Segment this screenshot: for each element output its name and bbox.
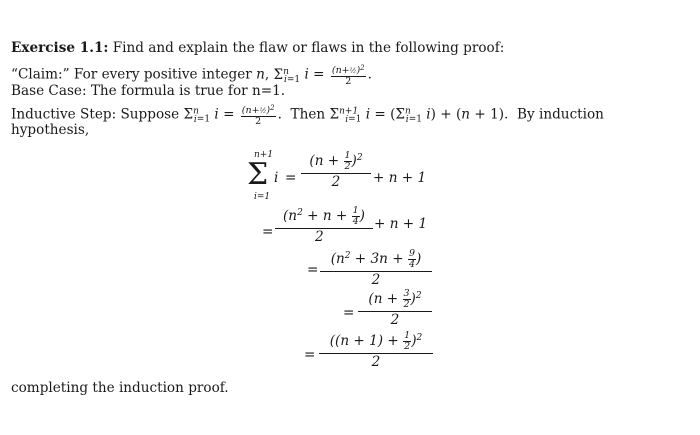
step1-fraction: (n + $\frac{1}{2}$ )$^2$ 2	[301, 150, 371, 191]
base-case-line: Base Case: The formula is true for n=1.	[11, 83, 286, 99]
conclusion-line: completing the induction proof.	[11, 380, 229, 396]
claim-fraction: $\frac{(n+\frac{1}{2})^2}{2}$	[331, 64, 365, 87]
step2-fraction: ($n^2 + n$ + $\frac{1}{4}$ ) 2	[275, 205, 373, 246]
exercise-line	[11, 40, 504, 56]
claim-line: “Claim:” For every positive integer n, $\Sigma^n_{i=1}$ i = $\frac{(n+\frac{1}{2})^2}{2}$ .	[11, 64, 372, 87]
step2-tail: + n + 1	[374, 216, 428, 232]
hypothesis-line: hypothesis,	[11, 122, 90, 138]
equals-4: =	[343, 305, 355, 321]
lhs-upper-limit: n+1	[254, 150, 274, 160]
equals-1: =	[285, 170, 297, 186]
equals-2: =	[262, 224, 274, 240]
lhs-lower-limit: i=1	[254, 192, 271, 202]
step5-fraction: ((n + 1) + $\frac{1}{2}$ )$^2$ 2	[319, 330, 433, 371]
step1-tail: + n + 1	[373, 170, 427, 186]
inductive-fraction: $\frac{(n+\frac{1}{2})^2}{2}$	[241, 104, 275, 127]
inductive-then: Then	[290, 106, 326, 123]
equals-5: =	[304, 347, 316, 363]
claim-var: n	[256, 66, 265, 83]
inductive-by: By induction	[517, 106, 604, 123]
inductive-line: Inductive Step: Suppose $\Sigma^n_{i=1}$ i = $\frac{(n+\frac{1}{2})^2}{2}$ . Then $\Sigma^{n+1}_{i=1}$ $i = (\Sigma^n_{i=1}$ i) + (n + 1). By induction	[11, 104, 604, 127]
exercise-prompt: Find and explain the flaw or flaws in the following proof:	[112, 40, 505, 56]
sigma-symbol: Σ	[247, 157, 269, 192]
lhs-var: i	[274, 170, 279, 186]
claim-sum: $\Sigma^n_{i=1}$	[273, 66, 301, 85]
step4-fraction: (n + $\frac{3}{2}$ )$^2$ 2	[358, 288, 432, 329]
equals-3: =	[307, 262, 319, 278]
inductive-prefix: Inductive Step: Suppose	[11, 106, 180, 123]
exercise-label: Exercise 1.1:	[11, 40, 109, 56]
step3-fraction: ($n^2 + 3n$ + $\frac{9}{4}$ ) 2	[320, 248, 432, 289]
claim-prefix: “Claim:” For every positive integer	[11, 66, 252, 83]
